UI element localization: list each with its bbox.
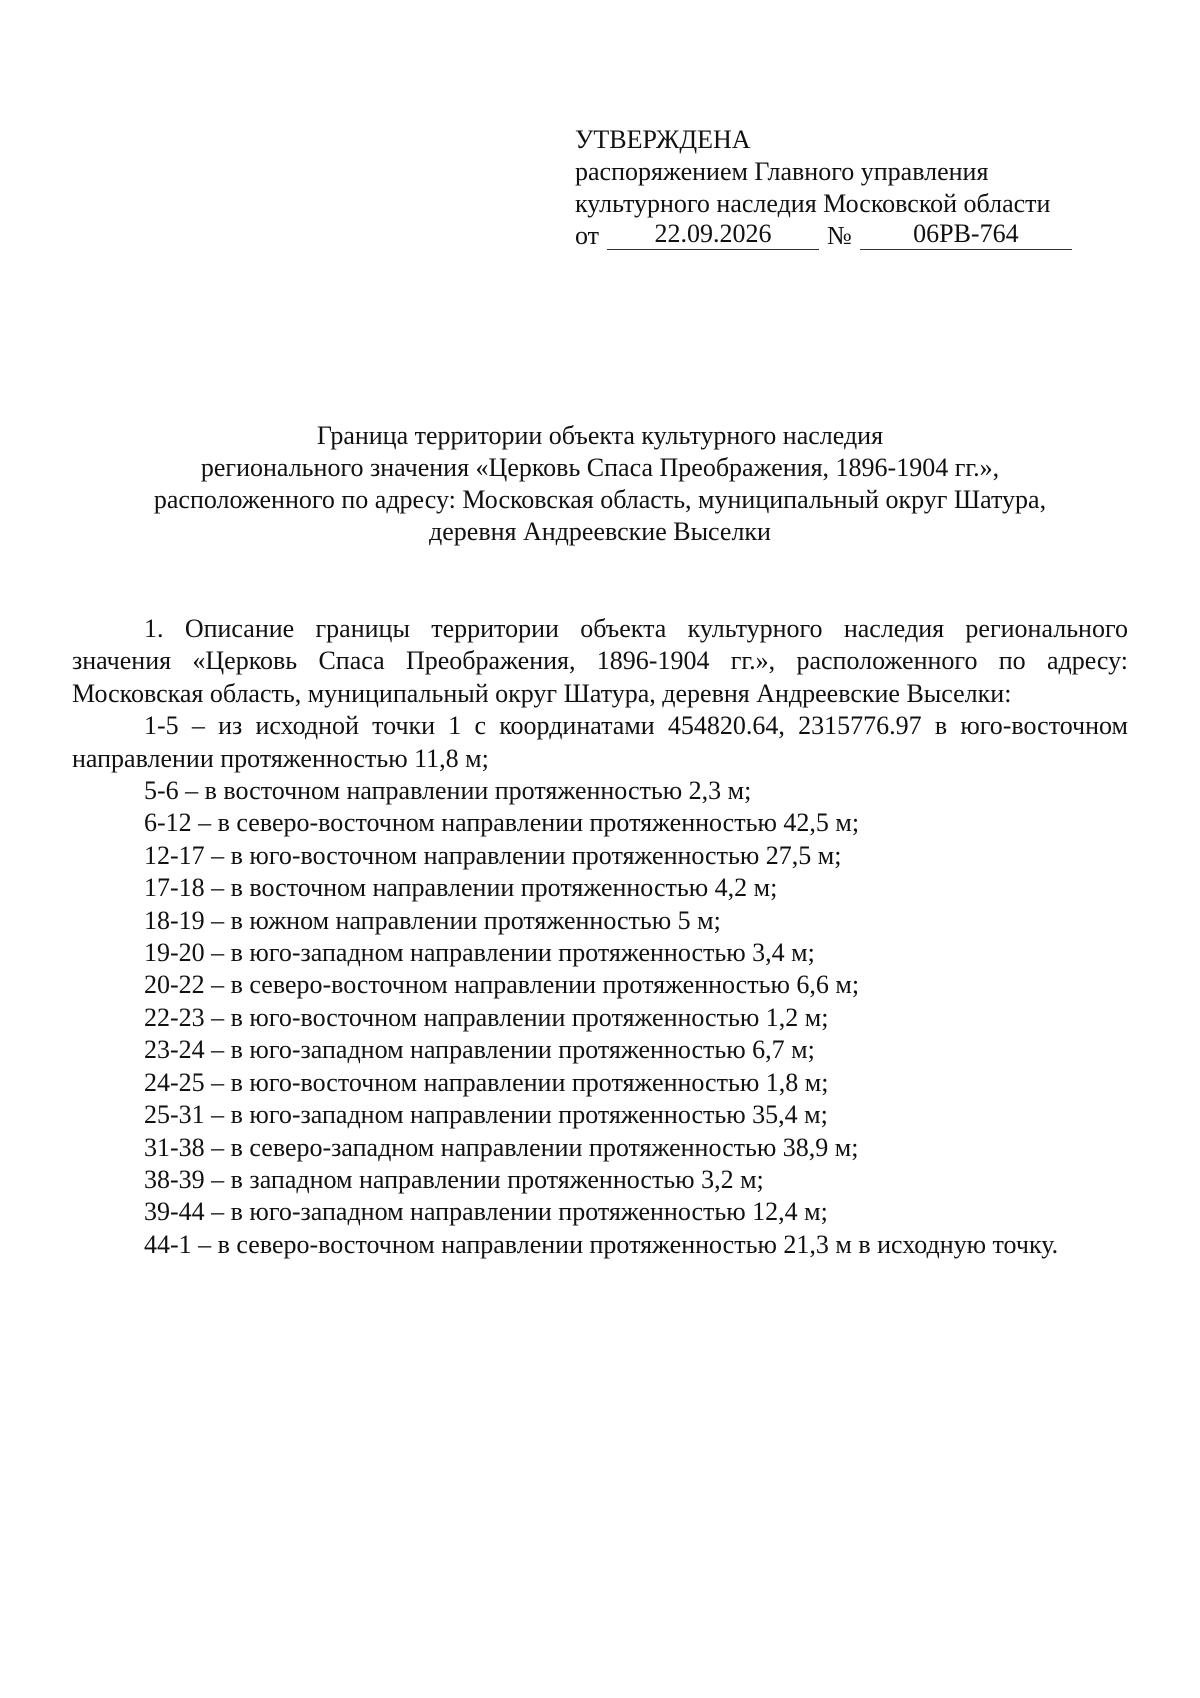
boundary-segment: 24-25 – в юго-восточном направлении протяженностью 1,8 м; bbox=[144, 1067, 829, 1097]
title-line-1: Граница территории объекта культурного наследия bbox=[316, 421, 884, 450]
boundary-segment: 5-6 – в восточном направлении протяженностью 2,3 м; bbox=[144, 776, 752, 806]
boundary-segment: 25-31 – в юго-западном направлении протяженностью 35,4 м; bbox=[144, 1100, 828, 1130]
boundary-segment: 44-1 – в северо-восточном направлении протяженностью 21,3 м в исходную точку. bbox=[144, 1229, 1059, 1259]
title-line-3: расположенного по адресу: Московская область, муниципальный округ Шатура, bbox=[153, 485, 1047, 514]
approval-line-1: распоряжением Главного управления bbox=[575, 157, 989, 186]
title-line-2: регионального значения «Церковь Спаса Преображения, 1896-1904 гг.», bbox=[200, 453, 1000, 482]
boundary-segment: 31-38 – в северо-западном направлении протяженностью 38,9 м; bbox=[144, 1132, 859, 1162]
approval-stamp bbox=[575, 124, 1115, 252]
approval-line-2: культурного наследия Московской области bbox=[575, 189, 1051, 218]
boundary-segment: 38-39 – в западном направлении протяженностью 3,2 м; bbox=[144, 1164, 764, 1194]
boundary-segment: 39-44 – в юго-западном направлении протяженностью 12,4 м; bbox=[144, 1197, 828, 1227]
boundary-segment: 20-22 – в северо-восточном направлении протяженностью 6,6 м; bbox=[144, 970, 860, 1000]
approval-heading: УТВЕРЖДЕНА bbox=[575, 125, 751, 154]
boundary-segment: 19-20 – в юго-западном направлении протяженностью 3,4 м; bbox=[144, 938, 815, 968]
date-prefix: от bbox=[575, 221, 600, 250]
number-sign: № bbox=[827, 221, 852, 250]
approval-date: 22.09.2026 bbox=[607, 221, 819, 250]
approval-number: 06РВ-764 bbox=[860, 221, 1072, 250]
document-title bbox=[80, 420, 1120, 548]
title-line-4: деревня Андреевские Выселки bbox=[429, 517, 771, 546]
boundary-segment: 22-23 – в юго-восточном направлении протяженностью 1,2 м; bbox=[144, 1002, 829, 1032]
boundary-segment: 12-17 – в юго-восточном направлении протяженностью 27,5 м; bbox=[144, 840, 842, 870]
boundary-segment: 23-24 – в юго-западном направлении протяженностью 6,7 м; bbox=[144, 1035, 815, 1065]
boundary-segment: 6-12 – в северо-восточном направлении протяженностью 42,5 м; bbox=[144, 808, 860, 838]
approval-date-row bbox=[575, 220, 1115, 252]
boundary-description bbox=[72, 613, 1128, 1261]
boundary-segment: 1-5 – из исходной точки 1 с координатами 454820.64, 2315776.97 в юго-восточном направлении протяженностью 11,8 м; bbox=[72, 711, 1128, 773]
description-intro: 1. Описание границы территории объекта культурного наследия регионального значения «Церковь Спаса Преображения, 1896-1904 гг.», расположенного по адресу: Московская область, муниципальный округ Шатура, деревня Андреевские Выселки: bbox=[72, 614, 1128, 708]
boundary-segment: 18-19 – в южном направлении протяженностью 5 м; bbox=[144, 905, 721, 935]
boundary-segment: 17-18 – в восточном направлении протяженностью 4,2 м; bbox=[144, 873, 778, 903]
